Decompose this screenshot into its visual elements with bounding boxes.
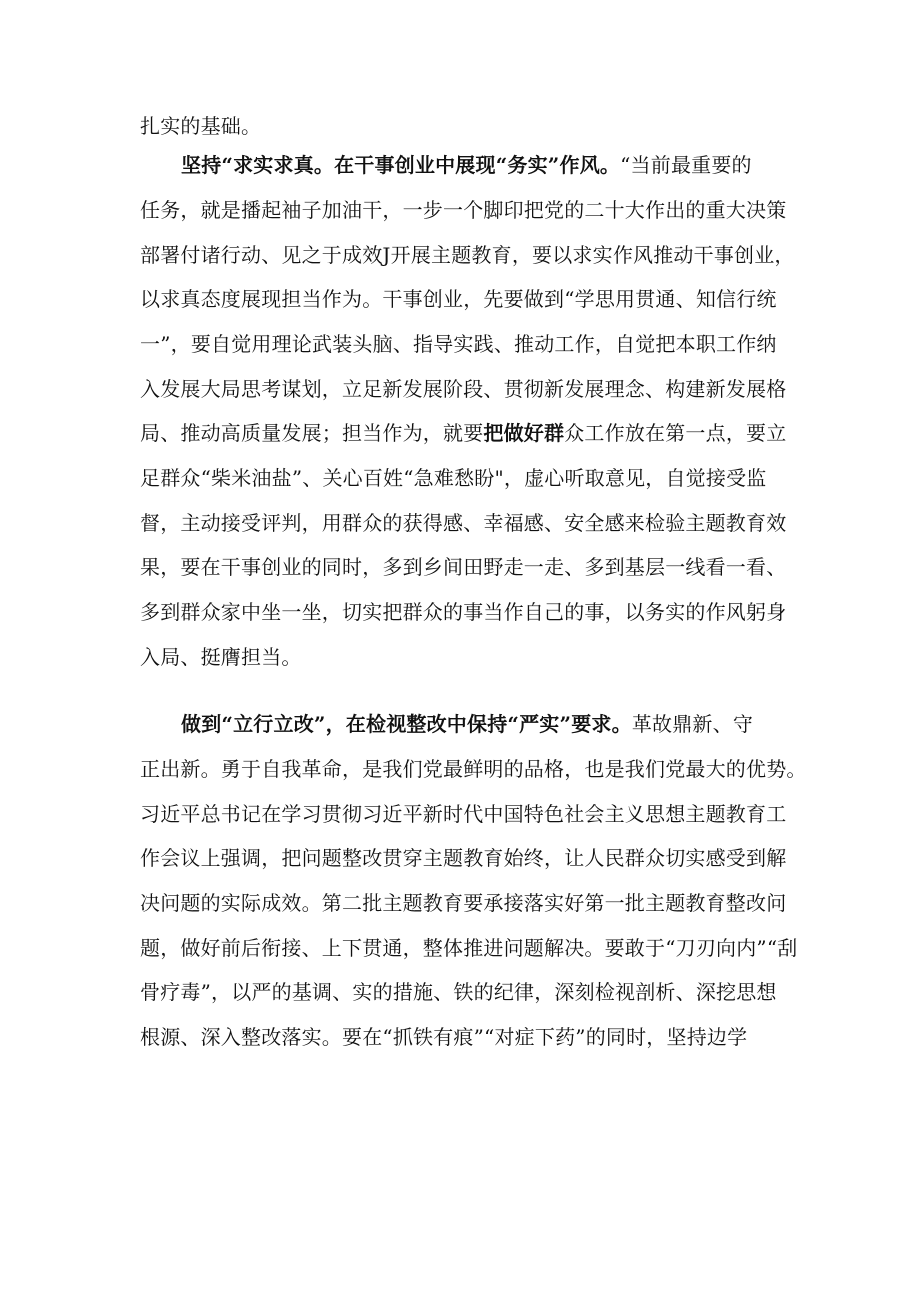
paragraph-line: 正出新。勇于自我革命，是我们党最鲜明的品格，也是我们党最大的优势。 xyxy=(140,757,807,781)
paragraph-line: 题，做好前后衔接、上下贯通，整体推进问题解决。要敢于“刀刃向内”“刮 xyxy=(140,936,798,960)
paragraph-text: 众工作放在第一点，要立 xyxy=(564,421,787,445)
paragraph-line: 入发展大局思考谋划，立足新发展阶段、贯彻新发展理念、构建新发展格 xyxy=(140,377,787,401)
paragraph-line: 习近平总书记在学习贯彻习近平新时代中国特色社会主义思想主题教育工 xyxy=(140,802,787,826)
paragraph-line: 骨疗毒”，以严的基调、实的措施、铁的纪律，深刻检视剖析、深挖思想 xyxy=(140,980,777,1004)
paragraph-text: “当前最重要的 xyxy=(620,153,752,177)
paragraph-line: 多到群众家中坐一坐，切实把群众的事当作自己的事，以务实的作风躬身 xyxy=(140,600,787,624)
paragraph-line: 果，要在干事创业的同时，多到乡间田野走一走、多到基层一线看一看、 xyxy=(140,555,787,579)
paragraph-text: 局、推动高质量发展；担当作为，就要 xyxy=(140,421,484,445)
paragraph-line: 根源、深入整改落实。要在“抓铁有痕”“对症下药”的同时，坚持边学 xyxy=(140,1025,748,1049)
paragraph-line xyxy=(140,419,786,447)
paragraph-line: 决问题的实际成效。第二批主题教育要承接落实好第一批主题教育整改问 xyxy=(140,891,787,915)
paragraph-line: 足群众“柴米油盐”、关心百姓“急难愁盼"，虚心听取意见，自觉接受监 xyxy=(140,466,767,490)
section-heading-line xyxy=(181,151,752,179)
paragraph-line: 扎实的基础。 xyxy=(140,114,262,138)
section-heading-line xyxy=(181,710,753,738)
paragraph-text: 革故鼎新、守 xyxy=(631,712,754,736)
paragraph-line: 一”，要自觉用理论武装头脑、指导实践、推动工作，自觉把本职工作纳 xyxy=(140,332,777,356)
paragraph-line: 作会议上强调，把问题整改贯穿主题教育始终，让人民群众切实感受到解 xyxy=(140,846,787,870)
paragraph-line: 以求真态度展现担当作为。干事创业，先要做到“学思用贯通、知信行统 xyxy=(140,287,777,311)
paragraph-line: 部署付诸行动、见之于成效J开展主题教育，要以求实作风推动干事创业， xyxy=(140,243,795,267)
section-heading: 坚持“求实求真。在干事创业中展现“务实”作风。 xyxy=(181,153,621,177)
section-heading: 做到“立行立改”，在检视整改中保持“严实”要求。 xyxy=(181,712,632,736)
paragraph-line: 任务，就是播起袖子加油干，一步一个脚印把党的二十大作出的重大决策 xyxy=(140,198,787,222)
emphasized-text: 把做好群 xyxy=(483,421,565,445)
paragraph-line: 督，主动接受评判，用群众的获得感、幸福感、安全感来检验主题教育效 xyxy=(140,511,787,535)
paragraph-line: 入局、挺膺担当。 xyxy=(140,645,302,669)
